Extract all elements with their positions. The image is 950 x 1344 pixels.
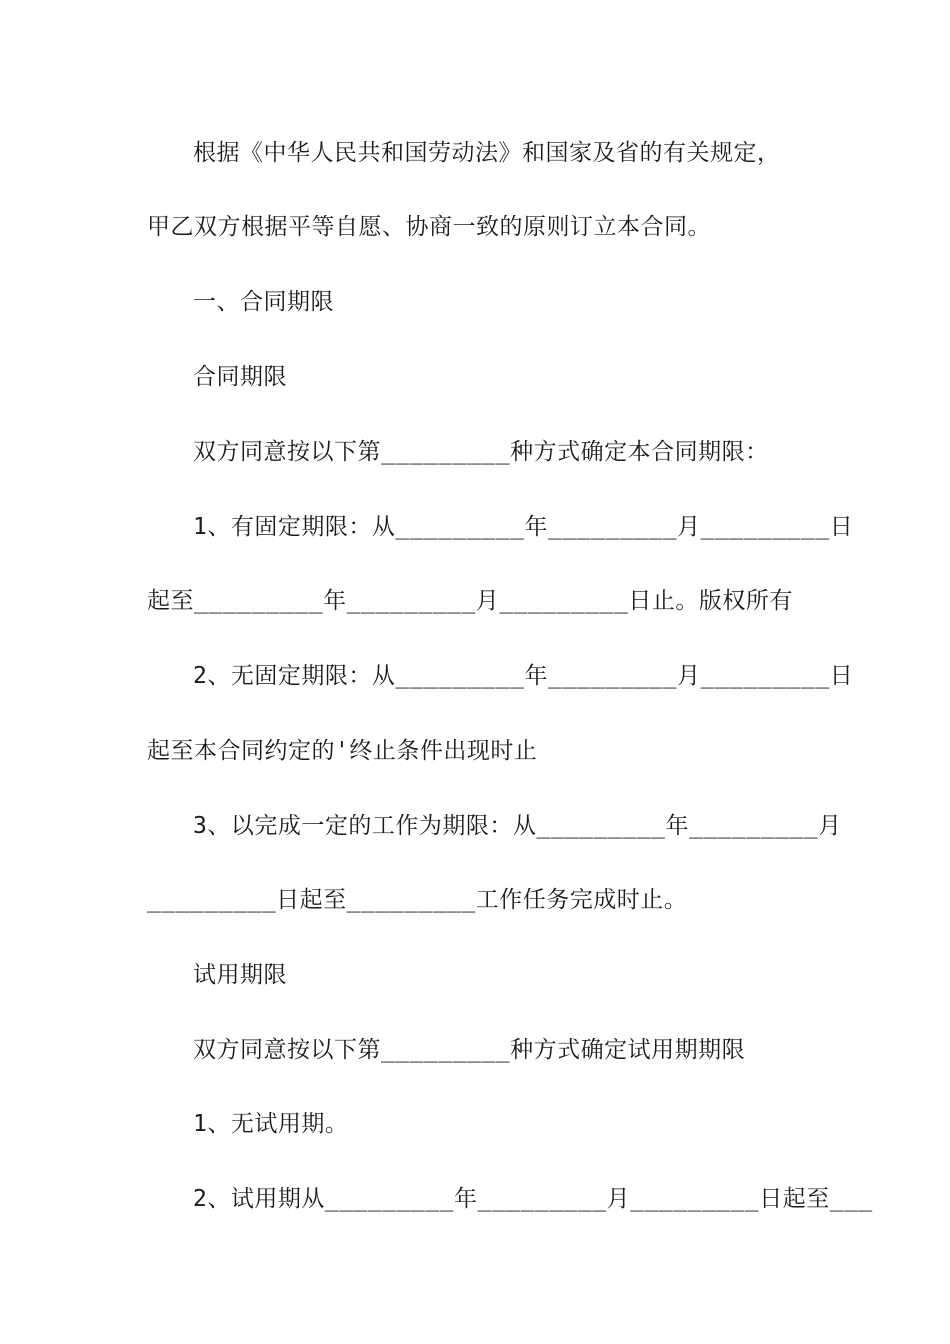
open-term-line-1: 2、无固定期限：从_________年_________月_________日 bbox=[193, 663, 854, 689]
paragraph-intro-line-1: 根据《中华人民共和国劳动法》和国家及省的有关规定， bbox=[193, 140, 781, 166]
open-term-line-2: 起至本合同约定的'终止条件出现时止 bbox=[147, 738, 538, 764]
paragraph-intro-line-2: 甲乙双方根据平等自愿、协商一致的原则订立本合同。 bbox=[147, 214, 711, 240]
task-term-line-1: 3、以完成一定的工作为期限：从_________年_________月 bbox=[193, 813, 842, 839]
probation-method-line: 双方同意按以下第_________种方式确定试用期期限 bbox=[193, 1037, 746, 1063]
task-term-line-2: _________日起至_________工作任务完成时止。 bbox=[147, 887, 688, 913]
subheading-contract-term: 合同期限 bbox=[193, 364, 287, 390]
fixed-term-line-2: 起至_________年_________月_________日止。版权所有 bbox=[147, 588, 793, 614]
no-probation-line: 1、无试用期。 bbox=[193, 1111, 349, 1137]
term-method-line: 双方同意按以下第_________种方式确定本合同期限： bbox=[193, 439, 769, 465]
fixed-term-line-1: 1、有固定期限：从_________年_________月_________日 bbox=[193, 514, 854, 540]
probation-period-line: 2、试用期从_________年_________月_________日起至___ bbox=[193, 1186, 873, 1212]
subheading-probation: 试用期限 bbox=[193, 962, 287, 988]
section-heading-contract-term: 一、合同期限 bbox=[193, 289, 334, 315]
